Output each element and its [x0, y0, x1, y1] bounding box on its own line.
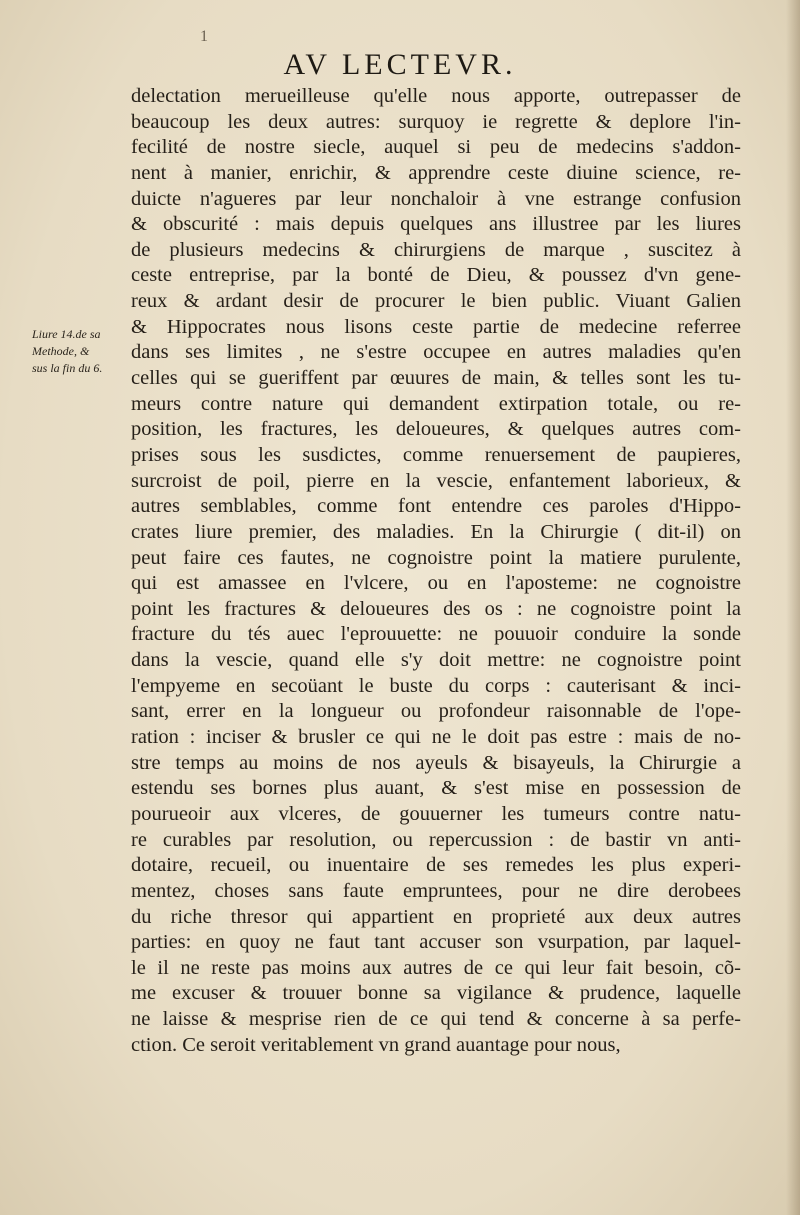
text-line: nent à manier, enrichir, & apprendre ceste diuine science, re-: [131, 161, 741, 184]
text-line: duicte n'agueres par leur nonchaloir à vne estrange confusion: [131, 187, 741, 210]
text-line: & Hippocrates nous lisons ceste partie de medecine referree: [131, 315, 741, 338]
margin-note: [32, 326, 124, 377]
text-line: meurs contre nature qui demandent extirpation totale, ou re-: [131, 392, 741, 415]
text-line: & obscurité : mais depuis quelques ans illustree par les liures: [131, 213, 741, 236]
text-line: peut faire ces fautes, ne cognoistre point la matiere purulente,: [131, 546, 741, 569]
body-text: [131, 84, 741, 1058]
text-line: beaucoup les deux autres: surquoy ie regrette & deplore l'in-: [131, 110, 741, 133]
text-line: parties: en quoy ne faut tant accuser son vsurpation, par laquel-: [131, 931, 741, 954]
text-line: crates liure premier, des maladies. En la Chirurgie ( dit-il) on: [131, 520, 741, 543]
text-line: du riche thresor qui appartient en proprieté aux deux autres: [131, 905, 741, 928]
page-edge-shadow: [786, 0, 800, 1215]
text-line: surcroist de poil, pierre en la vescie, enfantement laborieux, &: [131, 469, 741, 492]
text-line: de plusieurs medecins & chirurgiens de marque , suscitez à: [131, 238, 741, 261]
margin-note-line: Methode, &: [32, 344, 90, 358]
text-line: ceste entreprise, par la bonté de Dieu, & poussez d'vn gene-: [131, 264, 741, 287]
text-line: sant, errer en la longueur ou profondeur raisonnable de l'ope-: [131, 700, 741, 723]
text-line: l'empyeme en secoüant le buste du corps : cauterisant & inci-: [131, 674, 741, 697]
text-line: fracture du tés auec l'eprouuette: ne pouuoir conduire la sonde: [131, 623, 741, 646]
text-line: prises sous les susdictes, comme renuersement de paupieres,: [131, 443, 741, 466]
text-line: ne laisse & mesprise rien de ce qui tend & concerne à sa perfe-: [131, 1008, 741, 1031]
text-line: re curables par resolution, ou repercussion : de bastir vn anti-: [131, 828, 741, 851]
text-line: reux & ardant desir de procurer le bien public. Viuant Galien: [131, 290, 741, 313]
text-line: ration : inciser & brusler ce qui ne le doit pas estre : mais de no-: [131, 726, 741, 749]
text-line: ction. Ce seroit veritablement vn grand auantage pour nous,: [131, 1033, 621, 1056]
text-line: autres semblables, comme font entendre ces paroles d'Hippo-: [131, 495, 741, 518]
text-line: position, les fractures, les deloueures, & quelques autres com-: [131, 418, 741, 441]
folio-mark: 1: [200, 28, 208, 45]
text-line: fecilité de nostre siecle, auquel si peu de medecins s'addon-: [131, 136, 741, 159]
text-line: estendu ses bornes plus auant, & s'est mise en possession de: [131, 777, 741, 800]
text-line: point les fractures & deloueures des os : ne cognoistre point la: [131, 597, 741, 620]
text-line: qui est amassee en l'vlcere, ou en l'apostеme: ne cognoistre: [131, 572, 741, 595]
text-line: dotaire, recueil, ou inuentaire de ses remedes les plus experi-: [131, 854, 741, 877]
text-line: mentez, choses sans faute empruntees, pour ne dire derobees: [131, 879, 741, 902]
text-line: le il ne reste pas moins aux autres de ce qui leur fait besoin, cõ-: [131, 956, 741, 979]
text-line: pourueoir aux vlceres, de gouuerner les tumeurs contre natu-: [131, 802, 741, 825]
text-line: stre temps au moins de nos ayeuls & bisayeuls, la Chirurgie a: [131, 751, 741, 774]
text-line: celles qui se gueriffent par œuures de main, & telles sont les tu-: [131, 367, 741, 390]
running-head: AV LECTEVR.: [283, 48, 517, 81]
margin-note-line: Liure 14.de sa: [32, 327, 101, 341]
text-line: dans ses limites , ne s'estre occupee en autres maladies qu'en: [131, 341, 741, 364]
text-line: me excuser & trouuer bonne sa vigilance & prudence, laquelle: [131, 982, 741, 1005]
text-line: delectation merueilleuse qu'elle nous apporte, outrepasser de: [131, 85, 741, 107]
margin-note-line: sus la fin du 6.: [32, 361, 103, 375]
text-line: dans la vescie, quand elle s'y doit mettre: ne cognoistre point: [131, 649, 741, 672]
